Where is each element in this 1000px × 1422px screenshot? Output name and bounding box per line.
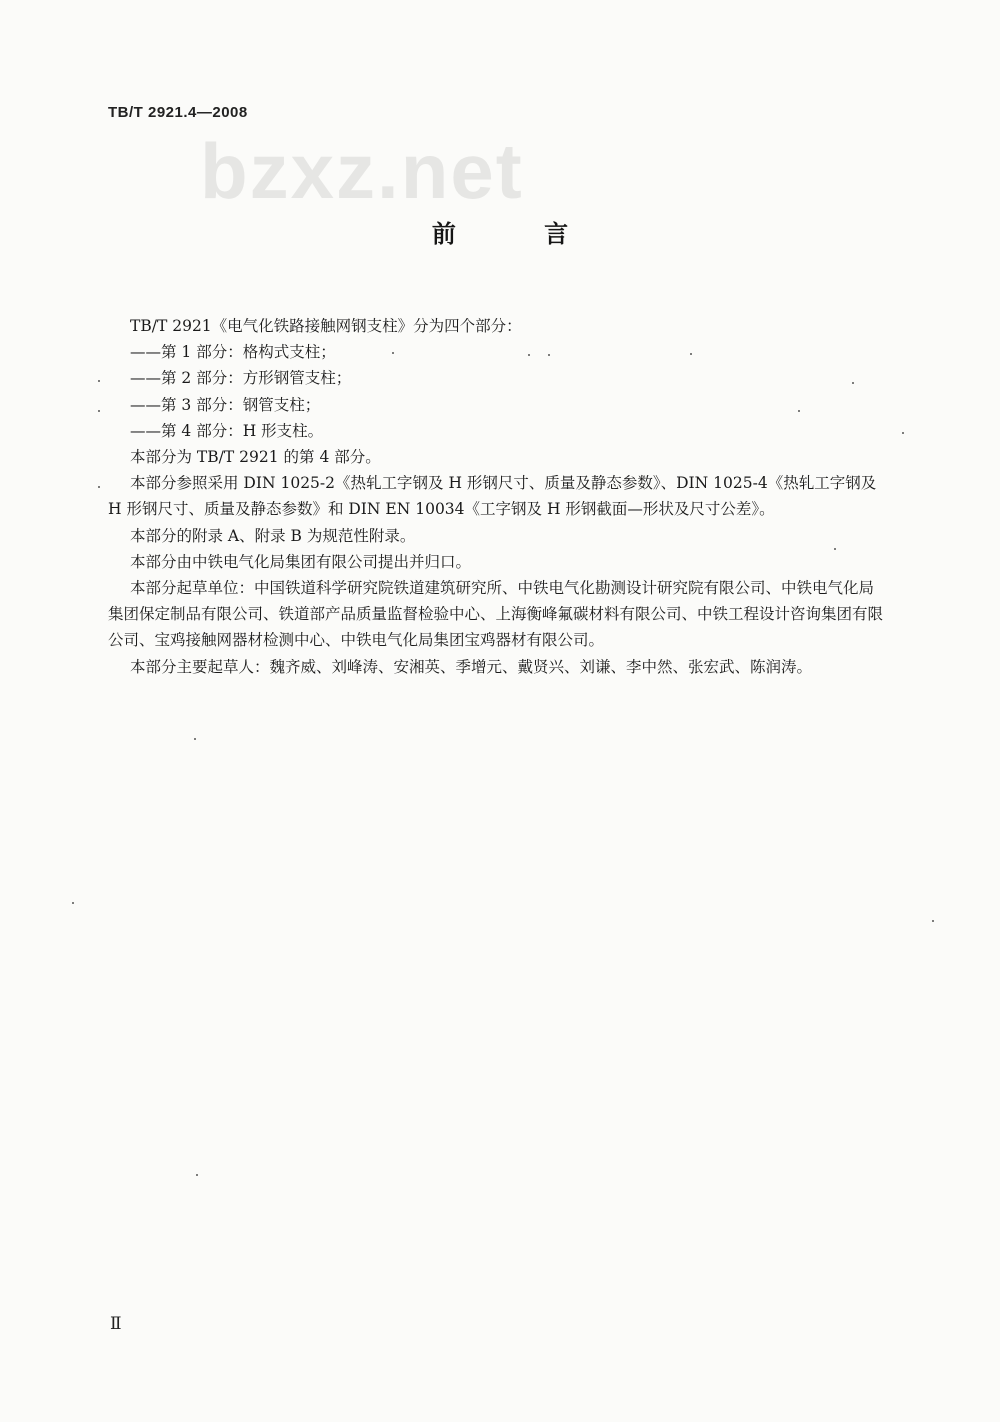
- scan-speck: [548, 354, 550, 356]
- scan-speck: [932, 920, 934, 922]
- watermark: bzxz.net: [200, 127, 524, 215]
- scan-speck: [196, 1174, 198, 1176]
- list-item-part-3: ——第 3 部分：钢管支柱；: [130, 395, 321, 414]
- scan-speck: [834, 548, 836, 550]
- scan-speck: [392, 352, 394, 354]
- list-item-part-4: ——第 4 部分：H 形支柱。: [130, 421, 324, 440]
- page-number: Ⅱ: [110, 1314, 122, 1334]
- scan-speck: [798, 410, 800, 412]
- scan-speck: [72, 902, 74, 904]
- paragraph-proposer: 本部分由中铁电气化局集团有限公司提出并归口。: [130, 552, 472, 571]
- scan-speck: [528, 354, 530, 356]
- list-item-part-2: ——第 2 部分：方形钢管支柱；: [130, 369, 352, 388]
- scan-speck: [98, 486, 100, 488]
- scan-speck: [902, 432, 904, 434]
- paragraph-references: 本部分参照采用 DIN 1025-2《热轧工字钢及 H 形钢尺寸、质量及静态参数》、DIN 1025-4《热轧工字钢及 H 形钢尺寸、质量及静态参数》和 DIN EN 10034《工字钢及 H 形钢截面—形状及尺寸公差》。: [108, 474, 877, 519]
- paragraph-annexes: 本部分的附录 A、附录 B 为规范性附录。: [130, 526, 416, 545]
- page-title: 前 言: [431, 220, 609, 248]
- scan-speck: [98, 410, 100, 412]
- foreword-body: [108, 313, 888, 680]
- document-code: TB/T 2921.4—2008: [108, 104, 248, 121]
- scan-speck: [98, 380, 100, 382]
- paragraph-drafters: 本部分主要起草人：魏齐威、刘峰涛、安湘英、季增元、戴贤兴、刘谦、李中然、张宏武、陈润涛。: [130, 657, 813, 676]
- list-item-part-1: ——第 1 部分：格构式支柱；: [130, 343, 336, 362]
- paragraph-drafting-units: 本部分起草单位：中国铁道科学研究院铁道建筑研究所、中铁电气化勘测设计研究院有限公司、中铁电气化局集团保定制品有限公司、铁道部产品质量监督检验中心、上海衡峰氟碳材料有限公司、中铁工程设计咨询集团有限公司、宝鸡接触网器材检测中心、中铁电气化局集团宝鸡器材有限公司。: [108, 579, 884, 650]
- scan-speck: [852, 382, 854, 384]
- paragraph-part-statement: 本部分为 TB/T 2921 的第 4 部分。: [130, 448, 381, 467]
- paragraph-intro: TB/T 2921《电气化铁路接触网钢支柱》分为四个部分：: [130, 317, 522, 335]
- scan-speck: [690, 353, 692, 355]
- scan-speck: [194, 738, 196, 740]
